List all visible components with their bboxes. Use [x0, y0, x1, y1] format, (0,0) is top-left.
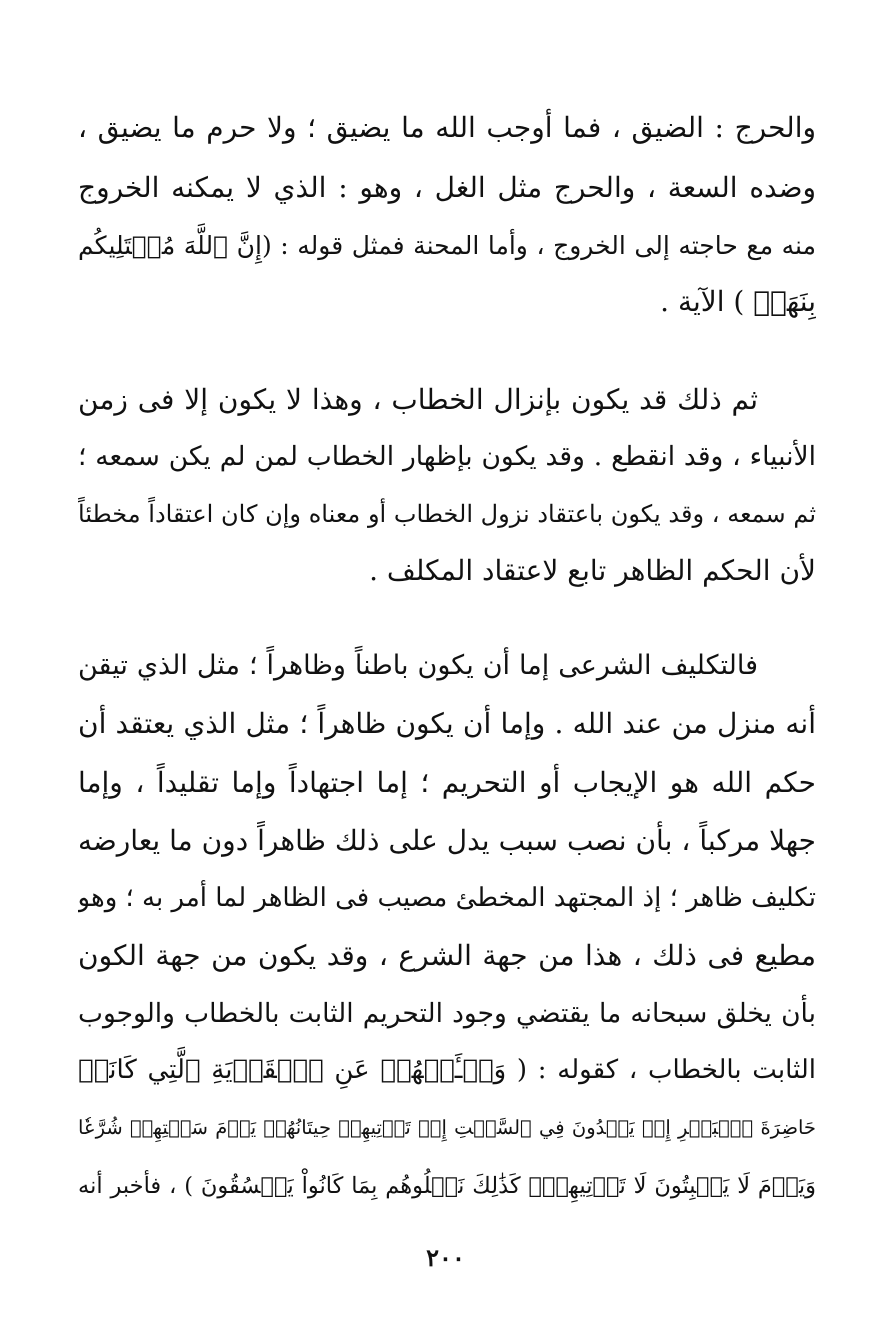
text-line: جهلا مركباً ، بأن نصب سبب يدل على ذلك ظاهراً دون ما يعارضه [78, 824, 816, 857]
text-line: مطيع فى ذلك ، هذا من جهة الشرع ، وقد يكون من جهة الكون [78, 939, 816, 972]
page-number: ٢٠٠ [426, 1243, 465, 1272]
text-line: وَيَوۡمَ لَا يَسۡبِتُونَ لَا تَأۡتِيهِمۡۚ كَذَٰلِكَ نَبۡلُوهُم بِمَا كَانُواْ يَفۡسُقُونَ ) ، فأخبر أنه [78, 1173, 816, 1199]
text-line: الثابت بالخطاب ، كقوله : ( وَسۡـَٔلۡهُمۡ عَنِ ٱلۡقَرۡيَةِ ٱلَّتِي كَانَتۡ [78, 1055, 816, 1085]
text-line: ثم سمعه ، وقد يكون باعتقاد نزول الخطاب أو معناه وإن كان اعتقاداً مخطئاً [78, 500, 816, 528]
text-line: تكليف ظاهر ؛ إذ المجتهد المخطئ مصيب فى الظاهر لما أمر به ؛ وهو [78, 883, 816, 913]
text-line: وضده السعة ، والحرج مثل الغل ، وهو : الذي لا يمكنه الخروج [78, 171, 816, 204]
text-line: لأن الحكم الظاهر تابع لاعتقاد المكلف . [369, 554, 816, 587]
text-line: الأنبياء ، وقد انقطع . وقد يكون بإظهار الخطاب لمن لم يكن سمعه ؛ [78, 441, 816, 472]
text-line: بأن يخلق سبحانه ما يقتضي وجود التحريم الثابت بالخطاب والوجوب [78, 998, 816, 1029]
text-line: ثم ذلك قد يكون بإنزال الخطاب ، وهذا لا يكون إلا فى زمن [78, 383, 758, 416]
text-line: حَاضِرَةَ ٱلۡبَحۡرِ إِذۡ يَعۡدُونَ فِي ٱلسَّبۡتِ إِذۡ تَأۡتِيهِمۡ حِيتَانُهُمۡ يَوۡمَ سَبۡتِهِمۡ شُرَّعٗا [78, 1116, 816, 1139]
text-line: بِنَهَرٖ ) الآية . [660, 285, 816, 318]
text-line: حكم الله هو الإيجاب أو التحريم ؛ إما اجتهاداً وإما تقليداً ، وإما [78, 766, 816, 799]
text-line: منه مع حاجته إلى الخروج ، وأما المحنة فمثل قوله : (إِنَّ ٱللَّهَ مُبۡتَلِيكُم [78, 231, 816, 260]
text-line: أنه منزل من عند الله . وإما أن يكون ظاهراً ؛ مثل الذي يعتقد أن [78, 707, 816, 740]
text-line: فالتكليف الشرعى إما أن يكون باطناً وظاهراً ؛ مثل الذي تيقن [78, 650, 758, 681]
text-line: والحرج : الضيق ، فما أوجب الله ما يضيق ؛ ولا حرم ما يضيق ، [78, 111, 816, 144]
